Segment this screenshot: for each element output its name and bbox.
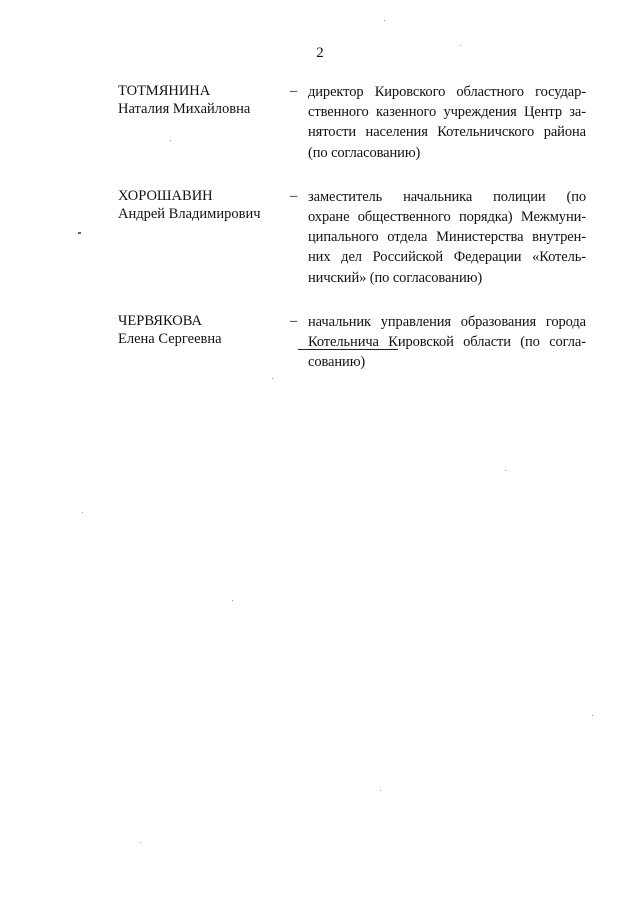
role-line: нятости населения Котельничского района [308, 124, 586, 141]
member-name [118, 82, 290, 163]
member-role [308, 312, 586, 373]
role-line: ственного казенного учреждения Центр за- [308, 104, 586, 121]
dash-separator: – [290, 83, 298, 99]
scan-speck [272, 378, 273, 379]
member-surname: ХОРОШАВИН [118, 187, 213, 204]
dash-separator: – [290, 187, 298, 204]
scan-speck [140, 842, 141, 843]
scan-speck [505, 470, 506, 471]
member-entry-1 [118, 82, 600, 163]
role-line: них дел Российской Федерации «Котель- [308, 249, 586, 266]
scan-speck [170, 140, 171, 141]
dash-separator: – [290, 312, 298, 329]
scan-speck [384, 20, 385, 21]
role-line: Котельнича Кировской области (по согла- [308, 334, 586, 351]
member-given-names: Елена Сергеевна [118, 330, 222, 347]
member-entry-3 [118, 312, 600, 373]
scan-speck [78, 232, 81, 234]
role-line: начальник управления образования города [308, 313, 586, 330]
role-line: (по согласованию) [308, 144, 421, 161]
member-role [308, 82, 586, 163]
member-surname: ТОТМЯНИНА [118, 83, 211, 99]
member-name [118, 312, 290, 373]
role-line: сованию) [308, 354, 366, 371]
member-name [118, 187, 290, 288]
role-line: ципального отдела Министерства внутрен- [308, 229, 586, 246]
role-line: директор Кировского областного государ- [308, 84, 586, 100]
member-role [308, 187, 586, 288]
member-surname: ЧЕРВЯКОВА [118, 312, 202, 329]
role-line: охране общественного порядка) Межмуни- [308, 209, 586, 226]
member-entry-2 [118, 187, 600, 288]
scan-speck [232, 600, 233, 601]
scan-speck [380, 790, 381, 791]
role-line: заместитель начальника полиции (по [308, 188, 586, 205]
scan-speck [460, 45, 461, 46]
scan-speck [82, 512, 83, 513]
end-of-list-rule [298, 349, 398, 350]
role-line: ничский» (по согласованию) [308, 269, 483, 286]
page-number: 2 [316, 45, 324, 61]
scan-speck [592, 715, 593, 716]
member-given-names: Наталия Михайловна [118, 101, 251, 117]
member-given-names: Андрей Владимирович [118, 205, 261, 222]
